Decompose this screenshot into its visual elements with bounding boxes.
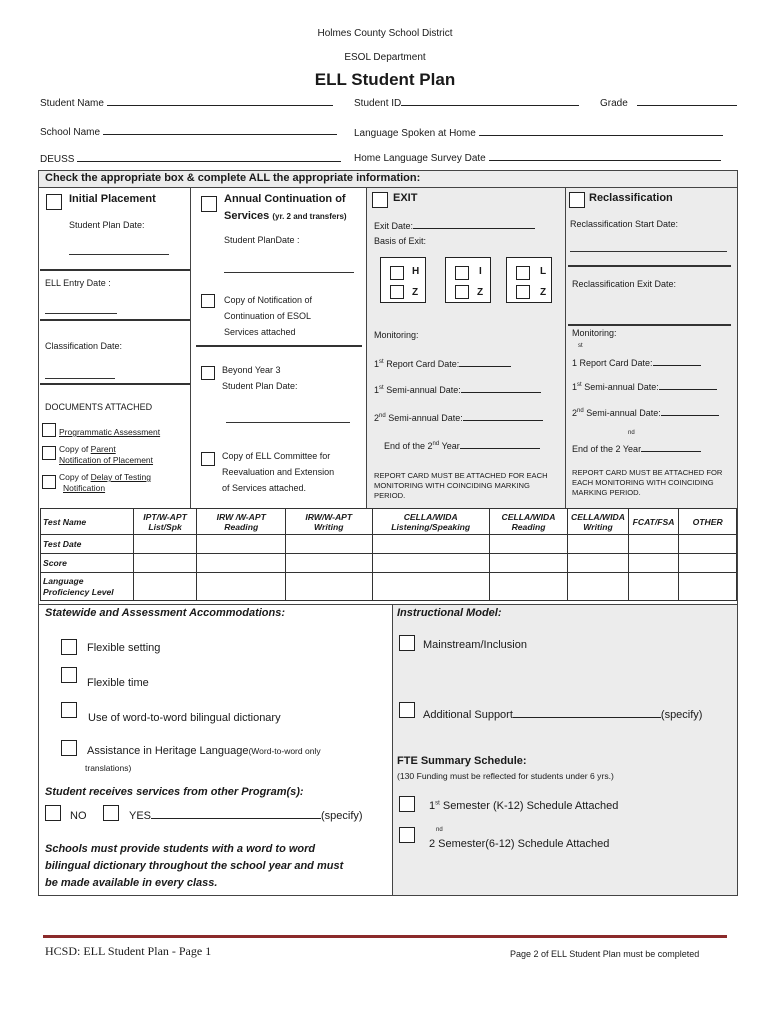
programs-no-label: NO [70, 810, 87, 822]
annual-plan-date-line[interactable] [224, 272, 354, 273]
column-divider-3 [565, 188, 566, 508]
exit-monitoring-label: Monitoring: [374, 330, 419, 340]
reclass-start-date-line[interactable] [570, 251, 727, 252]
header-fcat: FCAT/FSA [628, 509, 678, 535]
reclass-report-card-note: REPORT CARD MUST BE ATTACHED FOR EACH MONITORING WITH COINCIDING MARKING PERIOD. [572, 468, 723, 497]
second-semester-checkbox[interactable] [399, 827, 415, 843]
reclass-semiannual-1-date[interactable]: 1st Semi-annual Date: [572, 380, 717, 392]
instruction-text: Check the appropriate box & complete ALL the appropriate information: [45, 172, 421, 184]
initial-plan-date-line[interactable] [69, 254, 169, 255]
reclass-report-card-date[interactable]: 1 Report Card Date: [572, 356, 701, 368]
reclass-start-date-label: Reclassification Start Date: [570, 219, 679, 229]
reclassification-checkbox[interactable] [569, 192, 585, 208]
flexible-setting-checkbox[interactable] [61, 639, 77, 655]
exit-date-field[interactable]: Exit Date: [374, 219, 535, 231]
reclassification-title: Reclassification [589, 192, 673, 204]
flexible-time-checkbox[interactable] [61, 667, 77, 683]
exit-checkbox[interactable] [372, 192, 388, 208]
exit-basis-i-box[interactable]: I Z [445, 257, 491, 303]
mainstream-checkbox[interactable] [399, 635, 415, 651]
header-cella-writing: CELLA/WIDA Writing [568, 509, 629, 535]
deuss-label: DEUSS [40, 154, 75, 165]
first-semester-checkbox[interactable] [399, 796, 415, 812]
reclass-column-bg [565, 188, 737, 508]
grade-field[interactable] [600, 96, 737, 109]
dictionary-note: Schools must provide students with a word to word bilingual dictionary throughout the school year and must be made available in every class. [45, 843, 344, 889]
divider [196, 345, 362, 347]
annual-continuation-checkbox[interactable] [201, 196, 217, 212]
table-row [41, 535, 737, 554]
programs-yes-checkbox[interactable] [103, 805, 119, 821]
footer-page-label: HCSD: ELL Student Plan - Page 1 [45, 944, 212, 958]
reclass-semiannual-2-date[interactable]: 2nd Semi-annual Date: [572, 406, 719, 418]
continuation-notification-label: Copy of Notification of Continuation of ESOL Services attached [224, 295, 313, 337]
exit-basis-h-box[interactable]: H Z [380, 257, 426, 303]
classification-date-line[interactable] [45, 378, 115, 379]
annual-plan-date-label: Student PlanDate : [224, 235, 300, 245]
student-id-label: Student ID [354, 98, 402, 109]
table-row [41, 573, 737, 601]
language-spoken-label: Language Spoken at Home [354, 128, 476, 139]
divider [40, 269, 190, 271]
department-name: ESOL Department [344, 52, 426, 63]
student-name-field[interactable] [40, 96, 333, 109]
school-name-label: School Name [40, 127, 101, 138]
flexible-setting-label: Flexible setting [87, 642, 161, 654]
header-cella-listening: CELLA/WIDA Listening/Speaking [372, 509, 489, 535]
exit-semiannual-2-date[interactable]: 2nd Semi-annual Date: [374, 411, 543, 423]
divider [40, 383, 190, 385]
divider [568, 265, 731, 267]
row-label-proficiency: Language Proficiency Level [41, 573, 134, 601]
row-label-score: Score [41, 554, 134, 573]
delay-testing-checkbox[interactable] [42, 475, 56, 489]
survey-date-label: Home Language Survey Date [354, 153, 486, 164]
heritage-language-label: Assistance in Heritage Language(Word-to-word only [87, 745, 321, 757]
first-semester-label: 1st Semester (K-12) Schedule Attached [429, 800, 619, 812]
column-divider-2 [366, 188, 367, 508]
footer-rule [43, 935, 727, 938]
school-name-field[interactable] [40, 125, 337, 138]
other-programs-title: Student receives services from other Program(s): [45, 786, 304, 798]
student-id-field[interactable] [354, 96, 579, 109]
footer-note: Page 2 of ELL Student Plan must be completed [510, 949, 700, 959]
reclass-monitoring-label: Monitoring: [572, 328, 617, 338]
heritage-language-cont: translations) [85, 763, 132, 773]
header-ipt: IPT/W-APT List/Spk [133, 509, 197, 535]
annual-continuation-title: Annual Continuation of Services (yr. 2 and transfers) [224, 193, 347, 222]
documents-attached-label: DOCUMENTS ATTACHED [45, 402, 153, 412]
initial-placement-title: Initial Placement [69, 193, 156, 205]
header-irw-reading: IRW /W-APT Reading [197, 509, 286, 535]
reclass-exit-date-label: Reclassification Exit Date: [572, 279, 677, 289]
header-test-name: Test Name [41, 509, 134, 535]
basis-of-exit-label: Basis of Exit: [374, 236, 427, 246]
classification-date-label: Classification Date: [45, 341, 123, 351]
parent-notification-checkbox[interactable] [42, 446, 56, 460]
additional-support-field[interactable]: Additional Support (specify) [423, 706, 702, 721]
parent-notification-label: Copy of Parent Notification of Placement [59, 444, 154, 465]
beyond-year-3-label: Beyond Year 3 Student Plan Date: [222, 365, 298, 391]
exit-report-card-note: REPORT CARD MUST BE ATTACHED FOR EACH MONITORING WITH COINCIDING MARKING PERIOD. [374, 471, 548, 500]
second-semester-sup: nd [436, 827, 443, 833]
header-irw-writing: IRW/W-APT Writing [286, 509, 372, 535]
student-name-label: Student Name [40, 98, 104, 109]
divider [40, 319, 190, 321]
exit-end-year-date[interactable]: End of the 2nd Year [384, 439, 540, 451]
ell-entry-date-line[interactable] [45, 313, 117, 314]
programs-no-checkbox[interactable] [45, 805, 61, 821]
fte-summary-note: (130 Funding must be reflected for students under 6 yrs.) [397, 771, 614, 781]
language-spoken-field[interactable] [354, 126, 723, 139]
instructional-model-title: Instructional Model: [397, 607, 502, 619]
programmatic-assessment-checkbox[interactable] [42, 423, 56, 437]
header-cella-reading: CELLA/WIDA Reading [489, 509, 567, 535]
second-semester-label: 2 Semester(6-12) Schedule Attached [429, 838, 610, 850]
district-name: Holmes County School District [317, 28, 453, 39]
accommodations-title: Statewide and Assessment Accommodations: [45, 607, 286, 619]
deuss-field[interactable] [40, 152, 341, 165]
exit-semiannual-1-date[interactable]: 1st Semi-annual Date: [374, 383, 541, 395]
exit-basis-l-box[interactable]: L Z [506, 257, 552, 303]
flexible-time-label: Flexible time [87, 677, 149, 689]
reclass-st-sup: st [578, 343, 583, 349]
ell-entry-date-label: ELL Entry Date : [45, 278, 111, 288]
reclass-end-year-date[interactable]: End of the 2 Year [572, 442, 701, 454]
bilingual-dictionary-checkbox[interactable] [61, 702, 77, 718]
table-row [41, 554, 737, 573]
divider [568, 324, 731, 326]
beyond-year-3-checkbox[interactable] [201, 366, 215, 380]
delay-testing-label: Copy of Delay of Testing Notification [59, 472, 151, 493]
initial-plan-date-label: Student Plan Date: [69, 220, 145, 230]
survey-date-field[interactable] [354, 151, 721, 164]
row-label-test-date: Test Date [41, 535, 134, 554]
additional-support-checkbox[interactable] [399, 702, 415, 718]
ell-committee-label: Copy of ELL Committee for Reevaluation and Extension of Services attached. [222, 451, 335, 493]
heritage-language-checkbox[interactable] [61, 740, 77, 756]
exit-title: EXIT [393, 192, 418, 204]
column-divider-1 [190, 188, 191, 508]
reclass-nd-sup: nd [628, 430, 635, 436]
test-scores-table [40, 508, 737, 601]
bottom-divider [392, 605, 393, 895]
beyond-plan-date-line[interactable] [226, 422, 350, 423]
header-other: OTHER [679, 509, 737, 535]
continuation-notification-checkbox[interactable] [201, 294, 215, 308]
grade-label: Grade [600, 98, 628, 109]
fte-summary-title: FTE Summary Schedule: [397, 755, 527, 767]
ell-committee-checkbox[interactable] [201, 452, 215, 466]
initial-placement-checkbox[interactable] [46, 194, 62, 210]
mainstream-label: Mainstream/Inclusion [423, 639, 527, 651]
exit-report-card-date[interactable]: 1st Report Card Date: [374, 357, 511, 369]
bilingual-dictionary-label: Use of word-to-word bilingual dictionary [88, 712, 281, 724]
programs-yes-field[interactable]: YES (specify) [129, 810, 363, 822]
programmatic-assessment-label: Programmatic Assessment [59, 427, 161, 437]
page-title: ELL Student Plan [314, 70, 456, 89]
